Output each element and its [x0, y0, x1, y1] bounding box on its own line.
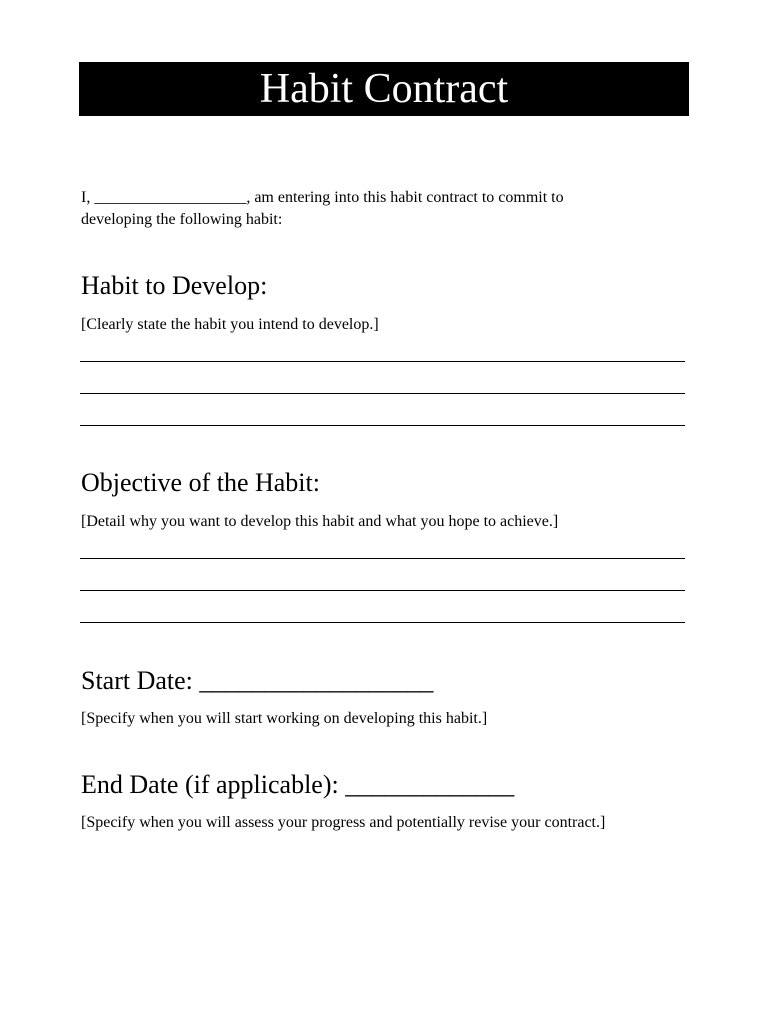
habit-hint: [Clearly state the habit you intend to develop.]: [81, 316, 379, 333]
end-date-field[interactable]: End Date (if applicable): _____________: [81, 770, 515, 799]
start-date-hint: [Specify when you will start working on developing this habit.]: [81, 710, 488, 727]
objective-line-2[interactable]: [80, 590, 685, 591]
contract-title: Habit Contract: [79, 62, 689, 116]
habit-line-2[interactable]: [80, 393, 685, 394]
start-date-field[interactable]: Start Date: __________________: [81, 666, 434, 695]
habit-heading: Habit to Develop:: [81, 271, 268, 300]
objective-line-1[interactable]: [80, 558, 685, 559]
intro-statement: I, ___________________, am entering into this habit contract to commit to developing the following habit:: [81, 189, 564, 228]
end-date-hint: [Specify when you will assess your progress and potentially revise your contract.]: [81, 814, 606, 831]
objective-line-3[interactable]: [80, 622, 685, 623]
objective-heading: Objective of the Habit:: [81, 468, 320, 497]
habit-line-3[interactable]: [80, 425, 685, 426]
habit-line-1[interactable]: [80, 361, 685, 362]
objective-hint: [Detail why you want to develop this habit and what you hope to achieve.]: [81, 513, 559, 530]
